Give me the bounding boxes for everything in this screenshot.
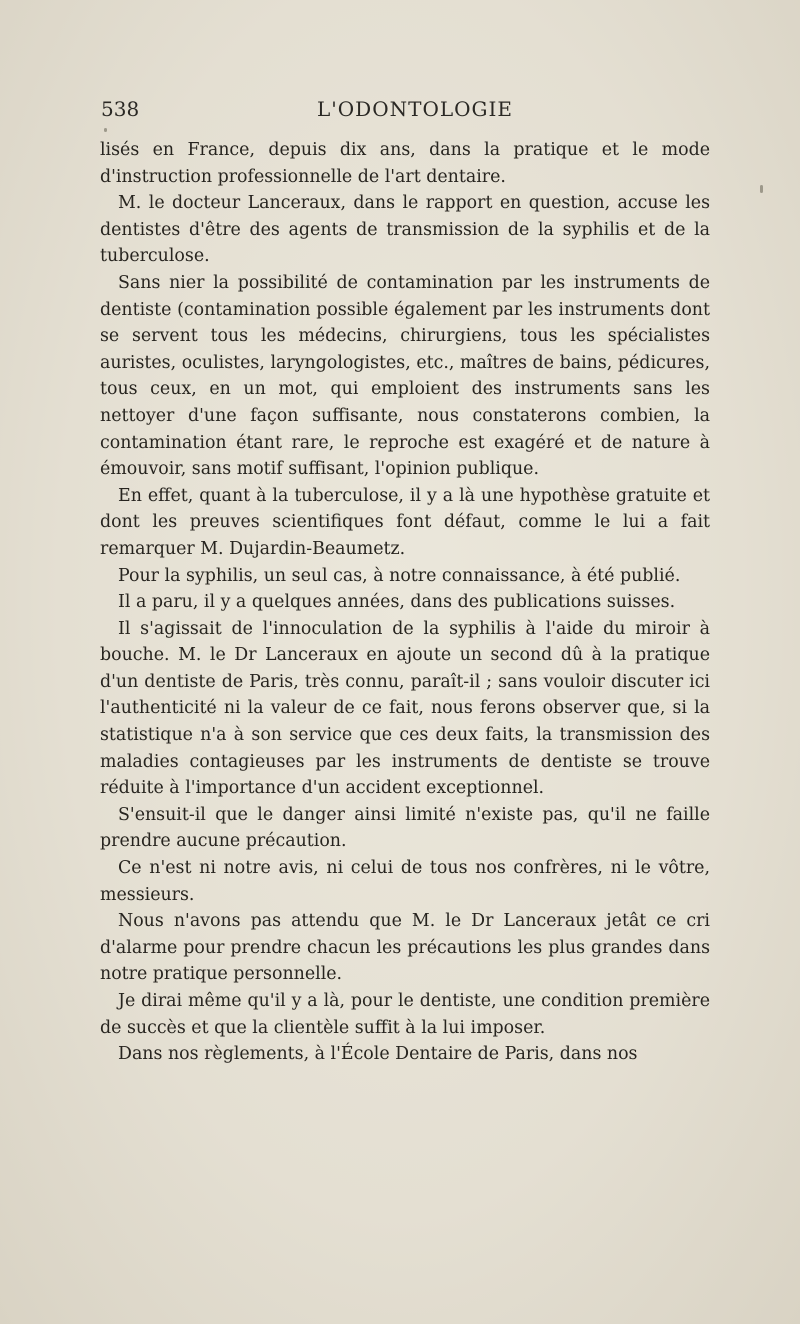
- paragraph: Il a paru, il y a quelques années, dans des publications suisses.: [118, 592, 676, 613]
- paragraph: En effet, quant à la tuberculose, il y a là une hypothèse gratuite et dont les preuves scientifiques font défaut, comme le lui a fait remarquer M. Dujardin-Beaumetz.: [100, 485, 710, 559]
- paragraph: Dans nos règlements, à l'École Dentaire de Paris, dans nos: [118, 1044, 638, 1065]
- paragraph: Pour la syphilis, un seul cas, à notre connaissance, à été publié.: [118, 565, 681, 586]
- ink-speck: [760, 185, 763, 193]
- paragraph: M. le docteur Lanceraux, dans le rapport en question, accuse les dentistes d'être des agents de transmission de la syphilis et de la tuberculose.: [100, 193, 710, 267]
- page-number: 538: [101, 97, 140, 121]
- paragraph: S'ensuit-il que le danger ainsi limité n'existe pas, qu'il ne faille prendre aucune précaution.: [100, 804, 710, 852]
- paragraph: Sans nier la possibilité de contamination par les instruments de dentiste (contamination possible également par les instruments dont se servent tous les médecins, chirurgiens, tous les spécialistes auristes, oculistes, laryngologistes, etc., maîtres de bains, pédicures, tous ceux, en un mot, qui emploient des instruments sans les nettoyer d'une façon suffisante, nous constaterons combien, la contamination étant rare, le reproche est exagéré et de nature à émouvoir, sans motif suffisant, l'opinion publique.: [100, 272, 710, 480]
- running-title: L'ODONTOLOGIE: [317, 97, 513, 121]
- paragraph: Je dirai même qu'il y a là, pour le dentiste, une condition première de succès et que la clientèle suffit à la lui imposer.: [100, 991, 710, 1038]
- paragraph: Ce n'est ni notre avis, ni celui de tous nos confrères, ni le vôtre, messieurs.: [100, 858, 710, 905]
- paragraph: Il s'agissait de l'innoculation de la syphilis à l'aide du miroir à bouche. M. le Dr Lanceraux en ajoute un second dû à la pratique d'un dentiste de Paris, très connu, paraît-il ; sans vouloir discuter ici l'authenticité ni la valeur de ce fait, nous ferons observer que, si la statistique n'a à son service que ces deux faits, la transmission des maladies contagieuses par les instruments de dentiste se trouve réduite à l'importance d'un accident exceptionnel.: [100, 618, 710, 799]
- body-text: [100, 137, 710, 1068]
- paragraph: Nous n'avons pas attendu que M. le Dr Lanceraux jetât ce cri d'alarme pour prendre chacun les précautions les plus grandes dans notre pratique personnelle.: [100, 911, 710, 985]
- ink-speck: [104, 128, 107, 132]
- paragraph: lisés en France, depuis dix ans, dans la pratique et le mode d'instruction professionnelle de l'art dentaire.: [100, 140, 710, 187]
